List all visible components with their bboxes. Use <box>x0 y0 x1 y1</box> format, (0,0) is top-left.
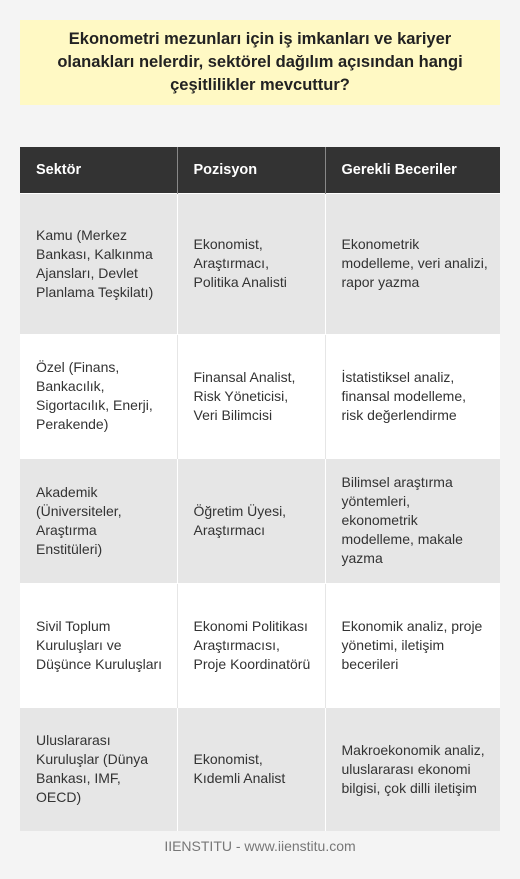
cell-position: Ekonomist, Kıdemli Analist <box>177 707 325 831</box>
table-row <box>20 334 500 458</box>
cell-skills: Bilimsel araştırma yöntemleri, ekonometrik modelleme, makale yazma <box>325 458 500 583</box>
cell-skills: İstatistiksel analiz, finansal modelleme, risk değerlendirme <box>325 334 500 458</box>
cell-position: Ekonomi Politikası Araştırmacısı, Proje Koordinatörü <box>177 583 325 707</box>
career-table <box>20 147 500 831</box>
page-title: Ekonometri mezunları için iş imkanları ve kariyer olanakları nelerdir, sektörel dağılım açısından hangi çeşitlilikler mevcuttur? <box>57 30 463 94</box>
cell-sector: Sivil Toplum Kuruluşları ve Düşünce Kuruluşları <box>20 583 177 707</box>
header-position: Pozisyon <box>177 147 325 193</box>
table-row <box>20 583 500 707</box>
cell-skills: Makroekonomik analiz, uluslararası ekonomi bilgisi, çok dilli iletişim <box>325 707 500 831</box>
table-row <box>20 458 500 583</box>
table-header-row <box>20 147 500 193</box>
cell-sector: Uluslararası Kuruluşlar (Dünya Bankası, IMF, OECD) <box>20 707 177 831</box>
cell-skills: Ekonometrik modelleme, veri analizi, rapor yazma <box>325 193 500 334</box>
table-row <box>20 707 500 831</box>
cell-position: Ekonomist, Araştırmacı, Politika Analisti <box>177 193 325 334</box>
footer-credit: IIENSTITU - www.iienstitu.com <box>164 838 356 854</box>
cell-skills: Ekonomik analiz, proje yönetimi, iletişim becerileri <box>325 583 500 707</box>
header-skills: Gerekli Beceriler <box>325 147 500 193</box>
header-sector: Sektör <box>20 147 177 193</box>
cell-position: Finansal Analist, Risk Yöneticisi, Veri Bilimcisi <box>177 334 325 458</box>
title-box <box>20 20 500 105</box>
cell-position: Öğretim Üyesi, Araştırmacı <box>177 458 325 583</box>
cell-sector: Özel (Finans, Bankacılık, Sigortacılık, Enerji, Perakende) <box>20 334 177 458</box>
table-row <box>20 193 500 334</box>
cell-sector: Akademik (Üniversiteler, Araştırma Enstitüleri) <box>20 458 177 583</box>
cell-sector: Kamu (Merkez Bankası, Kalkınma Ajansları, Devlet Planlama Teşkilatı) <box>20 193 177 334</box>
